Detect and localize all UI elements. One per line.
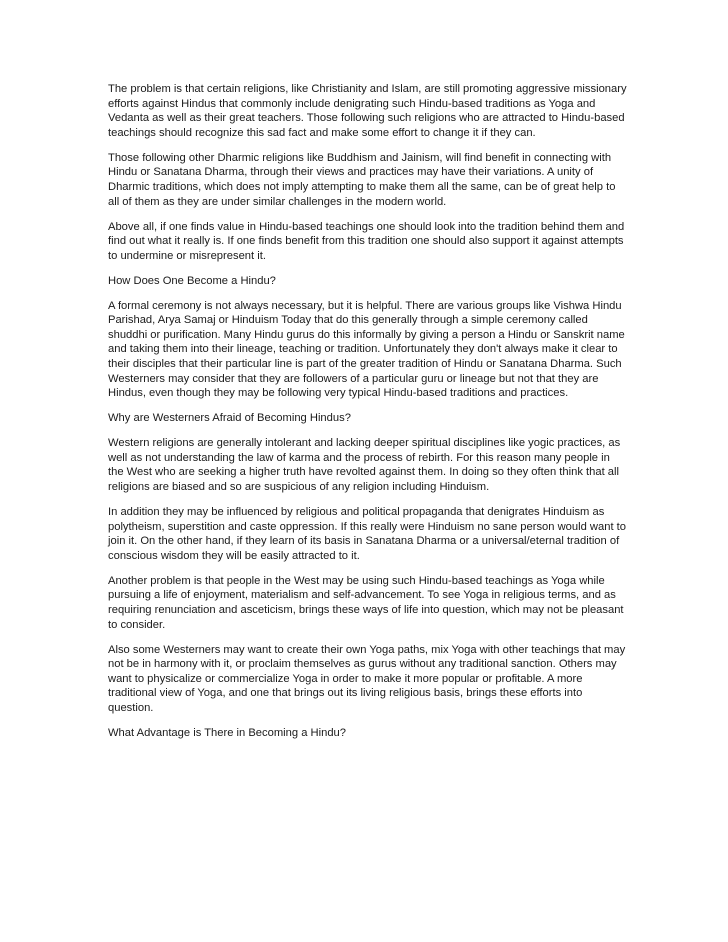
paragraph-propaganda: In addition they may be influenced by religious and political propaganda that denigrates Hinduism as polytheism, superstition and caste oppression. If this really were Hinduism no sane person would want to join it. On the other hand, if they learn of its basis in Sanatana Dharma or a universal/eternal tradition of conscious wisdom they will be easily attracted to it. (108, 505, 627, 562)
paragraph-above-all: Above all, if one finds value in Hindu-based teachings one should look into the tradition behind them and find out what it really is. If one finds benefit from this tradition one should also support it against attempts to undermine or misrepresent it. (108, 220, 625, 262)
paragraph-own-yoga-paths: Also some Westerners may want to create their own Yoga paths, mix Yoga with other teachings that may not be in harmony with it, or proclaim themselves as gurus without any traditional sanction. Others may want to physicalize or commercialize Yoga in order to make it more popular or profitable. A more traditional view of Yoga, and one that brings out its living religious basis, brings these efforts into question. (108, 643, 626, 714)
paragraph-another-problem: Another problem is that people in the West may be using such Hindu-based teachings as Yoga while pursuing a life of enjoyment, materialism and self-advancement. To see Yoga in religious terms, and as requiring renunciation and asceticism, brings these ways of life into question, which may not be pleasant to consider. (108, 574, 624, 631)
heading-why-afraid: Why are Westerners Afraid of Becoming Hindus? (108, 412, 351, 425)
paragraph-formal-ceremony: A formal ceremony is not always necessary, but it is helpful. There are various groups like Vishwa Hindu Parishad, Arya Samaj or Hinduism Today that do this generally through a simple ceremony called shuddhi or purification. Many Hindu gurus do this informally by giving a person a Hindu or Sanskrit name and taking them into their lineage, teaching or tradition. Unfortunately they don't always make it clear to their disciples that their particular line is part of the greater tradition of Hindu or Sanatana Dharma. Such Westerners may consider that they are followers of a particular guru or lineage but not that they are Hindus, even though they may be following very typical Hindu-based traditions and practices. (108, 299, 625, 400)
paragraph-western-religions: Western religions are generally intolerant and lacking deeper spiritual disciplines like yogic practices, as well as not understanding the law of karma and the process of rebirth. For this reason many people in the West who are seeking a higher truth have revolted against them. In doing so they often think that all religions are biased and so are suspicious of any religion including Hinduism. (108, 437, 621, 493)
paragraph-dharmic-religions: Those following other Dharmic religions like Buddhism and Jainism, will find benefit in connecting with Hindu or Sanatana Dharma, through their views and practices may have their variations. A unity of Dharmic traditions, which does not imply attempting to make them all the same, can be of great help to all of them as they are under similar challenges in the modern world. (108, 151, 616, 208)
heading-how-become-hindu: How Does One Become a Hindu? (108, 274, 276, 287)
paragraph-missionary-efforts: The problem is that certain religions, like Christianity and Islam, are still promoting aggressive missionary efforts against Hindus that commonly include denigrating such Hindu-based traditions as Yoga and Vedanta as well as their great teachers. Those following such religions who are attracted to Hindu-based teachings should recognize this sad fact and make some effort to change it if they can. (108, 83, 627, 139)
document-page (108, 82, 628, 751)
heading-what-advantage: What Advantage is There in Becoming a Hindu? (108, 726, 346, 739)
